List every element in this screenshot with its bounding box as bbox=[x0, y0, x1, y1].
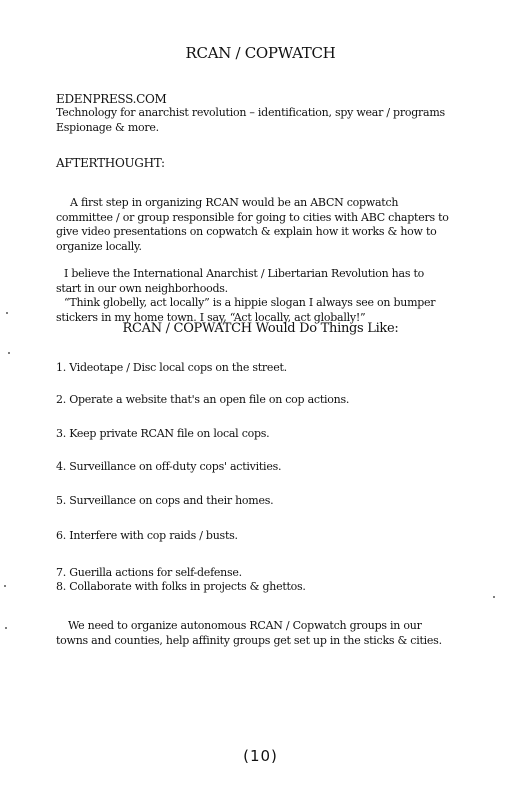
source-line: Espionage & more. bbox=[56, 120, 159, 134]
list-item: 8. Collaborate with folks in projects & ghettos. bbox=[56, 580, 306, 593]
paragraph-line: stickers in my home town. I say, “Act locally, act globally!” bbox=[56, 310, 366, 324]
paragraph-line: committee / or group responsible for going to cities with ABC chapters to bbox=[56, 210, 449, 224]
paragraph-line: towns and counties, help affinity groups get set up in the sticks & cities. bbox=[56, 633, 442, 647]
paragraph-line: A first step in organizing RCAN would be an ABCN copwatch bbox=[70, 196, 399, 209]
list-item: 4. Surveillance on off-duty cops' activities. bbox=[56, 460, 282, 473]
paragraph-line: start in our own neighborhoods. bbox=[56, 281, 228, 295]
source-line: Technology for anarchist revolution – identification, spy wear / programs bbox=[56, 106, 445, 119]
list-item: 7. Guerilla actions for self-defense. bbox=[56, 566, 242, 579]
paragraph-line: We need to organize autonomous RCAN / Copwatch groups in our bbox=[68, 619, 422, 632]
list-item: 2. Operate a website that's an open file on cop actions. bbox=[56, 393, 350, 406]
afterthought-paragraph-2 bbox=[56, 267, 496, 325]
list-item: 3. Keep private RCAN file on local cops. bbox=[56, 427, 270, 440]
afterthought-heading: AFTERTHOUGHT: bbox=[56, 156, 165, 170]
list-item: 1. Videotape / Disc local cops on the street. bbox=[56, 361, 287, 374]
scan-speck bbox=[5, 627, 7, 629]
source-description bbox=[56, 106, 496, 135]
paragraph-line: give video presentations on copwatch & explain how it works & how to bbox=[56, 225, 437, 239]
scan-speck bbox=[493, 596, 495, 598]
scan-speck bbox=[6, 312, 8, 314]
page-title: RCAN / COPWATCH bbox=[185, 44, 336, 62]
afterthought-paragraph-1 bbox=[56, 196, 496, 254]
paragraph-line: I believe the International Anarchist / Libertarian Revolution has to bbox=[64, 267, 424, 280]
source-name: EDENPRESS.COM bbox=[56, 92, 167, 106]
closing-paragraph bbox=[56, 619, 496, 648]
list-heading: RCAN / COPWATCH Would Do Things Like: bbox=[122, 321, 399, 336]
scan-speck bbox=[8, 352, 10, 354]
list-item: 6. Interfere with cop raids / busts. bbox=[56, 529, 238, 542]
paragraph-line: “Think globelly, act locally” is a hippie slogan I always see on bumper bbox=[64, 296, 436, 310]
paragraph-line: organize locally. bbox=[56, 239, 142, 253]
page-number: (10) bbox=[243, 747, 278, 765]
scan-speck bbox=[4, 585, 6, 587]
list-item: 5. Surveillance on cops and their homes. bbox=[56, 494, 274, 507]
